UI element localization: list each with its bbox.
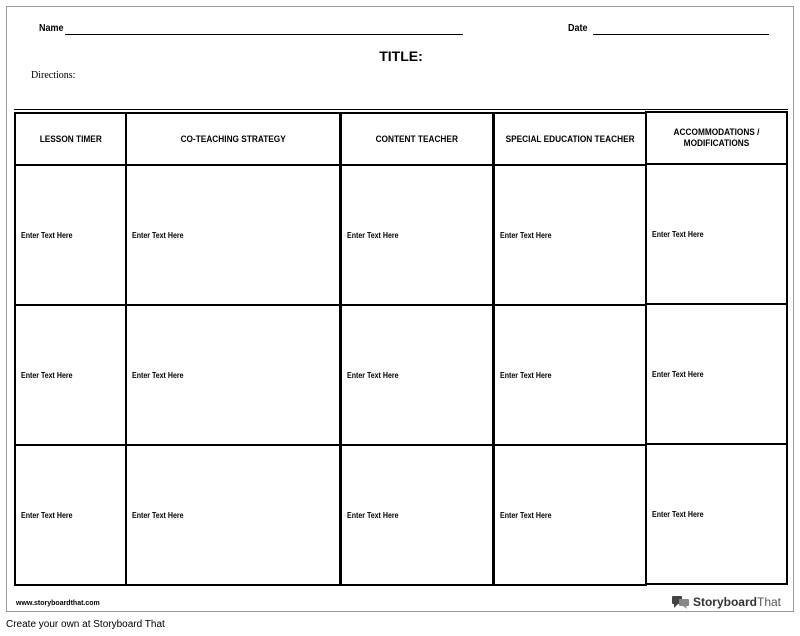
- header-co-teaching-strategy: CO-TEACHING STRATEGY: [125, 112, 341, 166]
- directions-label[interactable]: Directions:: [31, 70, 76, 81]
- table-cell[interactable]: Enter Text Here: [493, 164, 647, 306]
- header-lesson-timer: LESSON TIMER: [14, 112, 127, 166]
- table-cell[interactable]: Enter Text Here: [340, 164, 494, 306]
- date-line[interactable]: [593, 34, 769, 35]
- storyboardthat-logo[interactable]: [672, 594, 781, 610]
- date-label: Date: [568, 23, 588, 34]
- table-cell[interactable]: Enter Text Here: [14, 164, 127, 306]
- table-cell[interactable]: Enter Text Here: [645, 303, 788, 445]
- footer-url: www.storyboardthat.com: [16, 600, 100, 607]
- header-content-teacher: CONTENT TEACHER: [340, 112, 494, 166]
- create-own-caption[interactable]: Create your own at Storyboard That: [6, 619, 165, 630]
- table-cell[interactable]: Enter Text Here: [645, 443, 788, 585]
- worksheet: [6, 6, 794, 612]
- table-cell[interactable]: Enter Text Here: [340, 304, 494, 446]
- co-teaching-table: [14, 109, 788, 584]
- name-line[interactable]: [65, 34, 463, 35]
- table-cell[interactable]: Enter Text Here: [340, 444, 494, 586]
- table-cell[interactable]: Enter Text Here: [493, 444, 647, 586]
- page-title[interactable]: TITLE:: [379, 48, 423, 64]
- header-accommodations: ACCOMMODATIONS / MODIFICATIONS: [645, 111, 788, 165]
- logo-text-bold: Storyboard: [692, 595, 757, 609]
- table-cell[interactable]: Enter Text Here: [14, 444, 127, 586]
- logo-text-light: That: [756, 595, 781, 609]
- speech-bubbles-icon: [672, 595, 690, 609]
- name-label: Name: [39, 23, 64, 34]
- header-special-education-teacher: SPECIAL EDUCATION TEACHER: [493, 112, 647, 166]
- table-cell[interactable]: Enter Text Here: [125, 444, 341, 586]
- table-cell[interactable]: Enter Text Here: [493, 304, 647, 446]
- table-cell[interactable]: Enter Text Here: [125, 304, 341, 446]
- table-cell[interactable]: Enter Text Here: [14, 304, 127, 446]
- table-cell[interactable]: Enter Text Here: [125, 164, 341, 306]
- table-cell[interactable]: Enter Text Here: [645, 163, 788, 305]
